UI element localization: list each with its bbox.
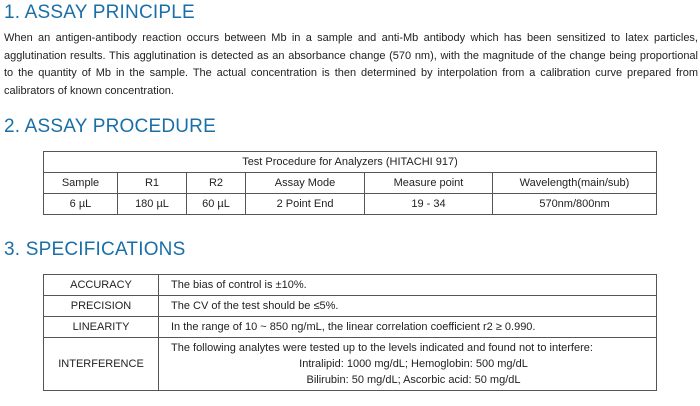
- interference-value: [159, 338, 657, 391]
- procedure-table: [43, 151, 657, 215]
- value-sample: 6 µL: [44, 194, 118, 215]
- procedure-value-row: [44, 194, 657, 215]
- value-r1: 180 µL: [118, 194, 187, 215]
- header-assay-mode: Assay Mode: [246, 173, 365, 194]
- procedure-table-title: Test Procedure for Analyzers (HITACHI 917): [44, 152, 657, 173]
- spec-row-interference: [44, 338, 657, 391]
- assay-procedure-heading: 2. ASSAY PROCEDURE: [4, 116, 216, 137]
- spec-row-accuracy: [44, 275, 657, 296]
- header-sample: Sample: [44, 173, 118, 194]
- assay-principle-text: When an antigen-antibody reaction occurs between Mb in a sample and anti-Mb antibody which has been sensitized to latex particles, agglutination results. This agglutination is detected as an absorbance change (570 nm), with the magnitude of the change being proportional to the quantity of Mb in the sample. The actual concentration is then determined by interpolation from a calibration curve prepared from calibrators of known concentration.: [4, 32, 698, 97]
- procedure-header-row: [44, 173, 657, 194]
- header-wavelength: Wavelength(main/sub): [493, 173, 657, 194]
- precision-label: PRECISION: [44, 296, 159, 317]
- header-r1: R1: [118, 173, 187, 194]
- value-measure-point: 19 - 34: [365, 194, 493, 215]
- linearity-label: LINEARITY: [44, 317, 159, 338]
- accuracy-label: ACCURACY: [44, 275, 159, 296]
- linearity-value: In the range of 10 ~ 850 ng/mL, the linear correlation coefficient r2 ≥ 0.990.: [159, 317, 657, 338]
- value-wavelength: 570nm/800nm: [493, 194, 657, 215]
- interference-line-1: Intralipid: 1000 mg/dL; Hemoglobin: 500 mg/dL: [299, 358, 528, 370]
- value-r2: 60 µL: [187, 194, 246, 215]
- precision-value: The CV of the test should be ≤5%.: [159, 296, 657, 317]
- specifications-table: [43, 274, 657, 391]
- specifications-heading: 3. SPECIFICATIONS: [4, 239, 186, 260]
- spec-row-linearity: [44, 317, 657, 338]
- interference-label: INTERFERENCE: [44, 338, 159, 391]
- interference-line-2: Bilirubin: 50 mg/dL; Ascorbic acid: 50 mg/dL: [306, 374, 521, 386]
- interference-intro: The following analytes were tested up to the levels indicated and found not to interfere:: [171, 342, 593, 354]
- assay-principle-heading: 1. ASSAY PRINCIPLE: [4, 2, 195, 23]
- accuracy-value: The bias of control is ±10%.: [159, 275, 657, 296]
- spec-row-precision: [44, 296, 657, 317]
- header-measure-point: Measure point: [365, 173, 493, 194]
- procedure-table-title-row: [44, 152, 657, 173]
- header-r2: R2: [187, 173, 246, 194]
- value-assay-mode: 2 Point End: [246, 194, 365, 215]
